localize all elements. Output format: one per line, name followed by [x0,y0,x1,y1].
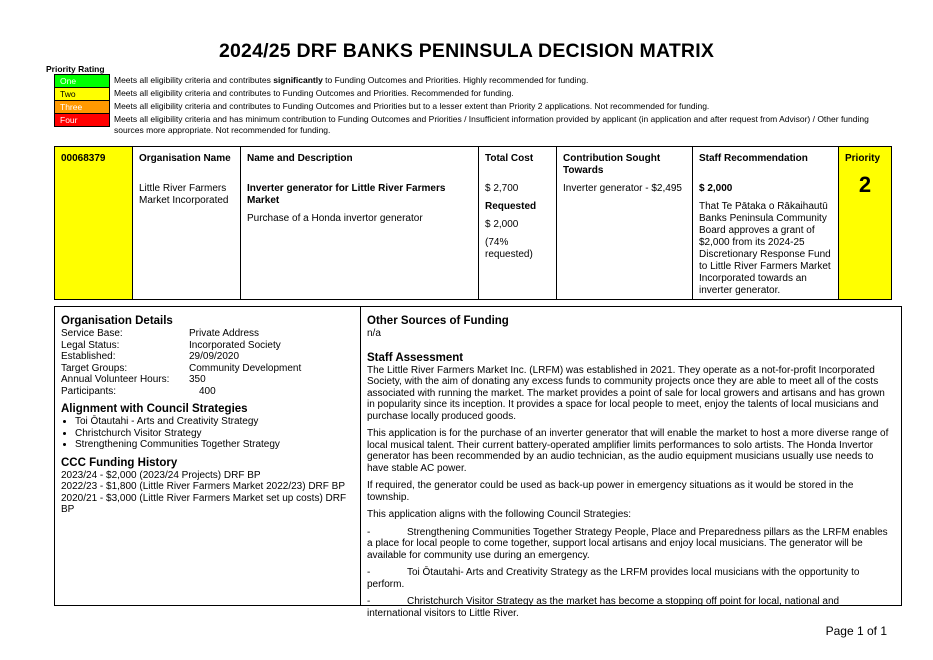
list-item: 2023/24 - $2,000 (2023/24 Projects) DRF BP [61,469,261,481]
org-name: Little River Farmers Market Incorporated [139,183,229,206]
list-item: 2020/21 - $3,000 (Little River Farmers Market set up costs) DRF BP [61,492,347,515]
application-id-cell [55,147,133,299]
other-sources-text: n/a [367,328,381,339]
priority-header: Priority [845,153,881,164]
other-sources-heading: Other Sources of Funding [367,315,509,327]
name-description-cell [241,147,479,299]
application-id: 00068379 [61,153,106,164]
page-title: 2024/25 DRF BANKS PENINSULA DECISION MATRIX [218,40,715,62]
alignment-heading: Alignment with Council Strategies [61,403,248,415]
assessment-dash-item: - Strengthening Communities Together Strategy People, Place and Preparedness pillars as the LRFM enables a place for local people to come together, support local artisans and enjoy local musicians. The generator will be available for community use during an emergency. [367,526,888,561]
page-number: Page 1 of 1 [825,624,887,638]
detail-row: Participants: 400 [61,385,216,397]
alignment-list [61,416,354,451]
priority-rating-label: Priority Rating [46,64,105,74]
application-summary-table [54,146,892,300]
priority-four-cell: Four [55,114,110,127]
organisation-cell [133,147,241,299]
assessment-paragraph: If required, the generator could be used as back-up power in emergency situations as it would be stored in the township. [367,480,854,503]
staff-amount: $ 2,000 [699,183,733,194]
requested-amount: $ 2,000 [485,219,519,230]
priority-one-cell: One [55,75,110,88]
priority-three-cell: Three [55,101,110,114]
requested-pct: (74% requested) [485,237,533,260]
detail-row: Service Base: Private Address [61,328,260,339]
detail-row: Annual Volunteer Hours: 350 [61,374,206,385]
priority-two-cell: Two [55,88,110,101]
contribution-cell [557,147,693,299]
priority-value: 2 [858,172,872,197]
requested-label: Requested [485,201,537,212]
staff-recommendation-cell [693,147,839,299]
left-details-panel [55,307,361,605]
project-desc: Purchase of a Honda invertor generator [247,213,423,224]
staff-header: Staff Recommendation [699,153,808,164]
contribution-header: Contribution Sought Towards [563,153,661,176]
right-assessment-panel [361,307,901,619]
priority-three-desc: Meets all eligibility criteria and contributes to Funding Outcomes and Priorities but to a lesser extent than Priority 2 applications. Not recommended for funding. [114,101,710,111]
org-header: Organisation Name [139,153,231,164]
staff-assessment-heading: Staff Assessment [367,351,464,364]
priority-two-desc: Meets all eligibility criteria and contributes to Funding Outcomes and Priorities. Recommended for funding. [114,88,514,98]
priority-cell [839,147,891,299]
assessment-dash-item: - Christchurch Visitor Strategy as the market has become a stopping off point for local, national and international visitors to Little River. [367,596,840,619]
list-item: • Strengthening Communities Together Strategy [75,439,354,451]
staff-text: That Te Pātaka o Rākaihautū Banks Peninsula Community Board approves a grant of $2,000 from its 2024-25 Discretionary Response Fund to Little River Farmers Market Incorporated towards an inverter generator. [699,201,831,296]
total-cost: $ 2,700 [485,183,519,194]
priority-legend [54,74,110,127]
contribution: Inverter generator - $2,495 [563,183,682,194]
cost-header: Total Cost [485,153,534,164]
org-details-heading: Organisation Details [61,315,173,327]
list-item: • Toi Ōtautahi - Arts and Creativity Strategy [75,416,354,428]
priority-one-desc: Meets all eligibility criteria and contributes significantly to Funding Outcomes and Priorities. Highly recommended for funding. [114,75,589,85]
assessment-paragraph: This application aligns with the following Council Strategies: [367,509,632,520]
detail-row: Legal Status: Incorporated Society [61,339,281,351]
project-name: Inverter generator for Little River Farmers Market [247,183,446,206]
detail-row: Established: 29/09/2020 [61,351,240,362]
funding-history-heading: CCC Funding History [61,456,178,469]
total-cost-cell [479,147,557,299]
name-header: Name and Description [247,153,353,164]
priority-four-desc: Meets all eligibility criteria and has minimum contribution to Funding Outcomes and Priorities / Insufficient information provided by applicant (in application and after request from Advisor) / Other funding sources more appropriate. Not recommended for funding. [114,114,869,135]
details-table [54,306,902,619]
assessment-paragraph: The Little River Farmers Market Inc. (LRFM) was established in 2021. They operate as a not-for-profit Incorporated Society, with the aim of donating any excess funds to community projects once they are able to meet all of the costs associated with running the market. The market provides a point of sale for local growers and artisans and has grown in popularity since its inception. It provides a space for local people to meet, enjoy the talents of local musicians and purchase locally produced goods. [367,364,885,422]
assessment-dash-item: - Toi Ōtautahi- Arts and Creativity Strategy as the LRFM provides local musicians with the opportunity to perform. [367,567,860,590]
detail-row: Target Groups: Community Development [61,362,302,374]
list-item: 2022/23 - $1,800 (Little River Farmers Market 2022/23) DRF BP [61,481,346,492]
assessment-paragraph: This application is for the purchase of an inverter generator that will enable the market to host a more diverse range of local musical talent. Their current battery-operated amplifier limits performances to solo artists. The Honda Invertor generator has been recommended by an audio technician, as the audio equipment musicians usually use needs to have stable AC power. [367,428,889,474]
list-item: • Christchurch Visitor Strategy [75,428,354,440]
